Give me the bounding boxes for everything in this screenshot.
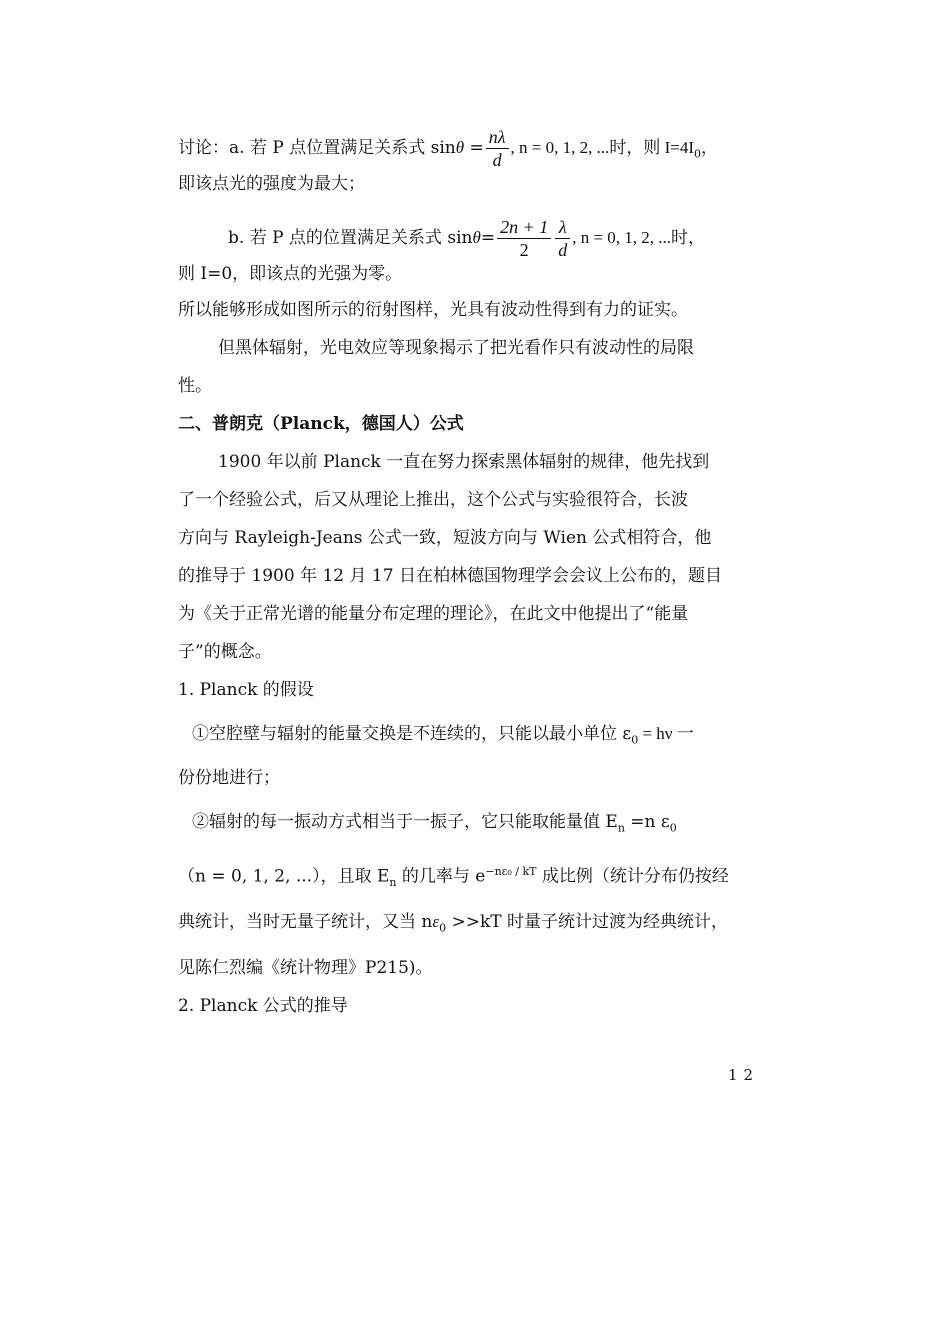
hypothesis-1	[192, 722, 760, 752]
paragraph-line: 了一个经验公式，后又从理论上推出，这个公式与实验很符合，长波	[178, 490, 688, 510]
text: =	[480, 228, 496, 248]
text: >>kT 时量子统计过渡为经典统计，	[446, 912, 728, 932]
text: （n = 0, 1, 2, ...），且取 E	[178, 866, 390, 887]
superscript: −nε₀ / kT	[485, 865, 537, 878]
text: , n = 0, 1, 2, ...时，则 I=4I	[510, 138, 695, 157]
fraction-lambda-over-d	[555, 216, 570, 261]
paragraph-line: 份份地进行；	[178, 768, 280, 788]
paragraph-line	[178, 860, 760, 895]
text: 的几率与 e	[396, 866, 486, 887]
paragraph-line: 的推导于 1900 年 12 月 17 日在柏林德国物理学会会议上公布的，题目	[178, 566, 722, 586]
page-number: 12	[728, 1066, 760, 1084]
theta-symbol: θ	[472, 228, 481, 247]
subscript: 0	[439, 921, 447, 935]
text: =	[464, 138, 484, 158]
numerator: λ	[555, 216, 570, 239]
paragraph-line: 但黑体辐射，光电效应等现象揭示了把光看作只有波动性的局限	[218, 338, 694, 358]
paragraph-line: 见陈仁烈编《统计物理》P215)。	[178, 958, 433, 978]
fraction-2n-plus-1-over-2	[497, 216, 551, 261]
theta-symbol: θ	[455, 138, 465, 157]
denominator: 2	[519, 240, 529, 260]
fraction-n-lambda-over-d	[486, 126, 509, 171]
subscript: 0	[694, 147, 702, 161]
subscript: 0	[669, 821, 677, 835]
numerator: 2n + 1	[497, 216, 551, 239]
paragraph-line: 子”的概念。	[178, 642, 272, 662]
discussion-line-a	[178, 126, 760, 171]
section-heading: 二、普朗克（Planck，德国人）公式	[178, 414, 464, 434]
text: =n ε	[624, 812, 670, 832]
text: ①空腔壁与辐射的能量交换是不连续的，只能以最小单位 ε	[192, 724, 632, 744]
hypothesis-2	[192, 810, 760, 840]
denominator: d	[558, 240, 568, 260]
paragraph-line: 即该点光的强度为最大；	[178, 174, 365, 194]
paragraph-line: 为《关于正常光谱的能量分布定理的理论》，在此文中他提出了“能量	[178, 604, 689, 624]
subscript: 0	[631, 733, 639, 747]
paragraph-line	[178, 910, 760, 940]
text: 讨论：a. 若 P 点位置满足关系式 sin	[178, 138, 456, 158]
text: ，	[701, 138, 719, 158]
subsection-title: 2. Planck 公式的推导	[178, 996, 348, 1016]
subscript: n	[617, 821, 625, 835]
paragraph-line: 则 I=0，即该点的光强为零。	[178, 264, 403, 284]
paragraph-line: 方向与 Rayleigh-Jeans 公式一致，短波方向与 Wien 公式相符合，他	[178, 528, 712, 548]
text: 成比例（统计分布仍按经	[536, 866, 729, 887]
text: b. 若 P 点的位置满足关系式 sin	[228, 228, 473, 248]
epsilon-symbol: ε	[432, 912, 440, 931]
paragraph-line: 1900 年以前 Planck 一直在努力探索黑体辐射的规律，他先找到	[218, 452, 710, 472]
text: = hν 一	[638, 724, 694, 743]
numerator: nλ	[486, 126, 509, 149]
denominator: d	[492, 150, 502, 170]
text: 典统计，当时无量子统计，又当 n	[178, 912, 433, 932]
subsection-title: 1. Planck 的假设	[178, 680, 314, 700]
discussion-line-b	[228, 216, 760, 261]
text: , n = 0, 1, 2, ...时，	[572, 228, 706, 247]
subscript: n	[389, 876, 397, 890]
paragraph-line: 性。	[178, 376, 212, 396]
text: ②辐射的每一振动方式相当于一振子，它只能取能量值 E	[192, 812, 618, 832]
paragraph-line: 所以能够形成如图所示的衍射图样，光具有波动性得到有力的证实。	[178, 300, 688, 320]
